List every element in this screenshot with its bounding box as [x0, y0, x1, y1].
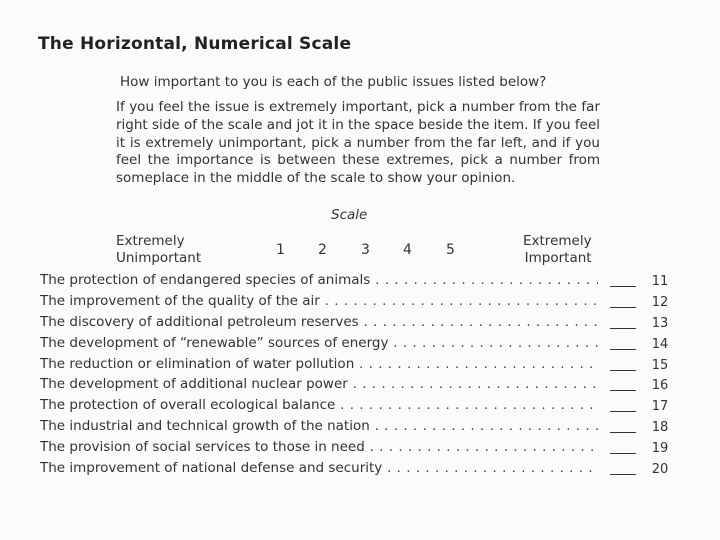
scale-heading: Scale: [331, 207, 368, 223]
scale-high-anchor-line1: Extremely: [523, 233, 592, 249]
issue-text: The development of “renewable” sources of energy . . .: [40, 335, 598, 351]
scale-high-anchor: [523, 233, 592, 267]
answer-blank[interactable]: [610, 286, 636, 287]
item-number: 13: [651, 315, 669, 331]
issue-text: The industrial and technical growth of the nation . . .: [40, 418, 598, 434]
issue-text: The improvement of national defense and security . . .: [40, 460, 598, 476]
answer-blank[interactable]: [610, 349, 636, 350]
issue-text: The protection of overall ecological balance . . .: [40, 397, 598, 413]
answer-blank[interactable]: [610, 411, 636, 412]
list-item: [40, 314, 680, 335]
scale-number: 2: [318, 242, 327, 258]
issue-text: The development of additional nuclear power . . .: [40, 376, 598, 392]
issue-text: The provision of social services to those in need . . .: [40, 439, 598, 455]
list-item: [40, 460, 680, 481]
answer-blank[interactable]: [610, 432, 636, 433]
answer-blank[interactable]: [610, 390, 636, 391]
instructions-paragraph: If you feel the issue is extremely important, pick a number from the far right side of the scale and jot it in the space beside the item. If you feel it is extremely unimportant, pick a number from the far left, and if you feel the importance is between these extremes, pick a number from someplace in the middle of the scale to show your opinion.: [116, 99, 600, 187]
answer-blank[interactable]: [610, 453, 636, 454]
scale-low-anchor: [116, 233, 201, 267]
item-number: 15: [651, 357, 669, 373]
list-item: [40, 356, 680, 377]
issue-list: [40, 272, 680, 481]
answer-blank[interactable]: [610, 307, 636, 308]
item-number: 11: [651, 274, 669, 289]
item-number: 12: [651, 294, 669, 310]
issue-text: The improvement of the quality of the air . . .: [40, 293, 598, 309]
list-item: [40, 335, 680, 356]
item-number: 19: [651, 441, 669, 457]
scale-number: 3: [361, 242, 370, 258]
scale-low-anchor-line1: Extremely: [116, 233, 185, 249]
list-item: [40, 418, 680, 439]
issue-text: The discovery of additional petroleum reserves . . .: [40, 314, 598, 330]
scale-high-anchor-line2: Important: [524, 250, 592, 266]
list-item: [40, 439, 680, 460]
list-item: [40, 293, 680, 314]
survey-question: How important to you is each of the public issues listed below?: [120, 74, 547, 90]
item-number: 14: [651, 336, 669, 352]
answer-blank[interactable]: [610, 328, 636, 329]
list-item: [40, 397, 680, 418]
item-number: 20: [651, 462, 669, 478]
list-item: [40, 272, 680, 293]
item-number: 16: [651, 378, 669, 394]
scale-number: 1: [276, 242, 285, 258]
item-number: 17: [651, 399, 669, 415]
scale-number: 5: [446, 242, 455, 258]
answer-blank[interactable]: [610, 474, 636, 475]
issue-text: The protection of endangered species of animals . . .: [40, 272, 598, 288]
page-title: The Horizontal, Numerical Scale: [38, 34, 352, 54]
issue-text: The reduction or elimination of water pollution . . .: [40, 356, 598, 372]
scale-low-anchor-line2: Unimportant: [116, 250, 202, 266]
list-item: [40, 376, 680, 397]
scale-number: 4: [403, 242, 412, 258]
item-number: 18: [651, 420, 669, 436]
answer-blank[interactable]: [610, 370, 636, 371]
